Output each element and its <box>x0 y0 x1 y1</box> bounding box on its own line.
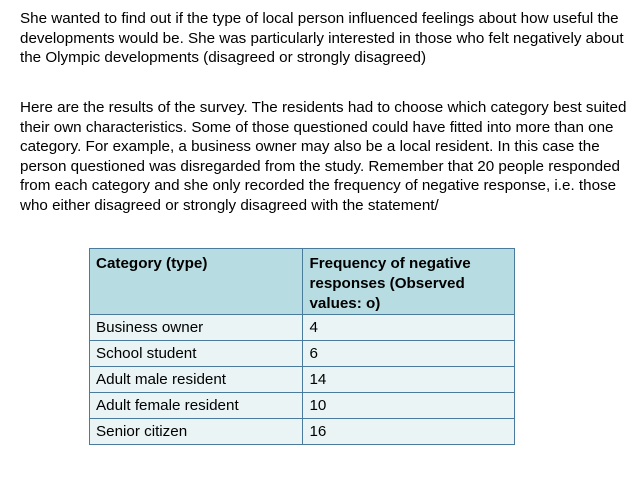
intro-paragraph: She wanted to find out if the type of local person influenced feelings about how useful the developments would be. She was particularly interested in those who felt negatively about the Olympic developments (disagreed or strongly disagreed) <box>20 10 624 67</box>
category-cell: Adult male resident <box>90 367 303 393</box>
frequency-cell: 4 <box>303 315 515 341</box>
table-row <box>90 367 515 393</box>
frequency-cell: 10 <box>303 393 515 419</box>
table-row <box>90 393 515 419</box>
frequency-cell: 14 <box>303 367 515 393</box>
table-header-row <box>90 249 515 315</box>
category-cell: School student <box>90 341 303 367</box>
table-row <box>90 341 515 367</box>
header-category: Category (type) <box>90 249 303 315</box>
category-cell: Business owner <box>90 315 303 341</box>
header-frequency: Frequency of negative responses (Observed values: o) <box>303 249 515 315</box>
frequency-cell: 6 <box>303 341 515 367</box>
survey-results-table <box>89 248 515 445</box>
table-row <box>90 419 515 445</box>
category-cell: Adult female resident <box>90 393 303 419</box>
category-cell: Senior citizen <box>90 419 303 445</box>
survey-paragraph: Here are the results of the survey. The residents had to choose which category best suited their own characteristics. Some of those questioned could have fitted into more than one category. For example, a business owner may also be a local resident. In this case the person questioned was disregarded from the study. Remember that 20 people responded from each category and she only recorded the frequency of negative response, i.e. those who either disagreed or strongly disagreed with the statement/ <box>20 99 627 214</box>
frequency-cell: 16 <box>303 419 515 445</box>
table-row <box>90 315 515 341</box>
